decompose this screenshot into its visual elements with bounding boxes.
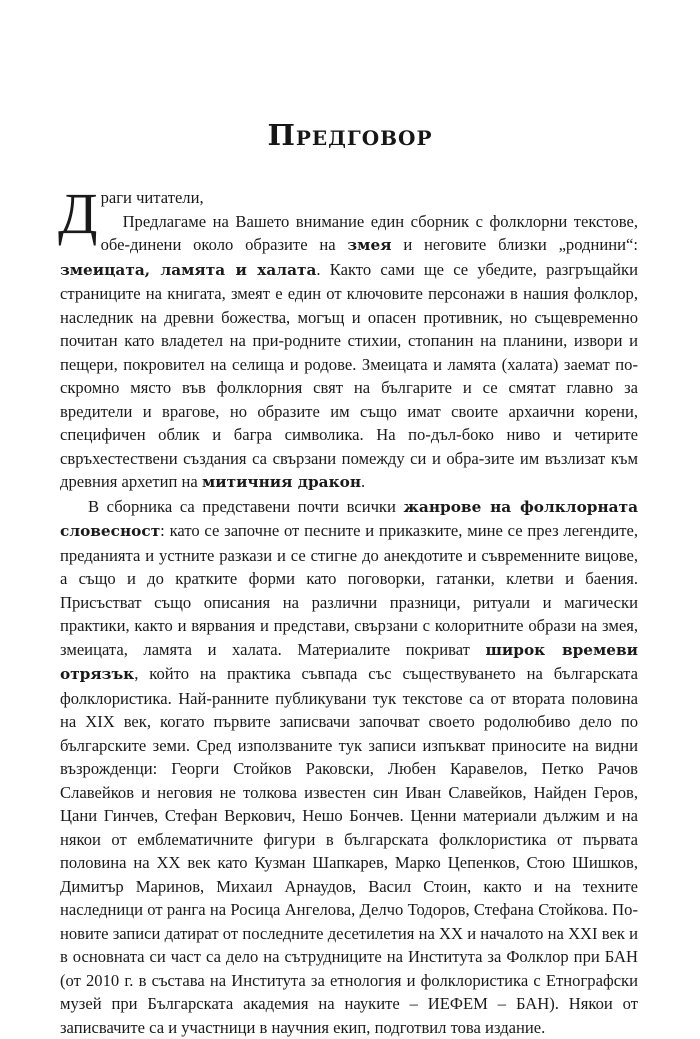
paragraph-text: , който на практика съвпада със съществуването на българската фолклористика. Най-ранните публикувани тук текстове са от втората половина на XIX век, когато първите записвачи започват своето родолюбиво дело по българските земи. Сред използваните тук записи изпъкват приносите на видни възрожденци: Георги Стойков Раковски, Любен Каравелов, Петко Рачов Славейков и неговия не толкова известен син Иван Славейков, Найден Геров, Цани Гинчев, Стефан Веркович, Нешо Бончев. Ценни материали дължим и на някои от емблематичните фигури в българската фолклористика от първата половина на XX век като Кузман Шапкарев, Марко Цепенков, Стою Шишков, Димитър Маринов, Михаил Арнаудов, Васил Стоин, както и на техните наследници от ранга на Росица Ангелова, Делчо Тодоров, Стефана Стойкова. По-новите записи датират от последните десетилетия на XX и началото на XXI век и в основната си част са дело на сътрудниците на Института за Фолклор при БАН (от 2010 г. в състава на Института за етнология и фолклористика с Етнографски музей при Българската академия на науките – ИЕФЕМ – БАН). Някои от записвачите са и участници в научния екип, подготвил това издание. <box>60 664 638 1037</box>
paragraph-text: В сборника са представени почти всички <box>88 497 403 516</box>
bold-term: жанрове на фолклорната словесност <box>60 498 638 541</box>
paragraph-text: : като се започне от песните и приказките, мине се през легендите, преданията и устните разкази и се стигне до анекдотите и съвременните вицове, а също и до кратките форми като поговорки, гатанки, клетви и баения. Присъстват също описания на различни празници, ритуали и магически практики, както и вярвания и представи, свързани с колоритните образи на змея, змеицата, ламята и халата. Материалите покриват <box>60 521 638 659</box>
greeting-text: раги читатели, <box>60 186 638 210</box>
drop-cap: Д <box>58 190 98 238</box>
bold-term: змеицата, ламята и халата <box>60 261 316 279</box>
bold-term: широк времеви отрязък <box>60 641 638 684</box>
foreword-body <box>60 186 638 1039</box>
bold-term: змея <box>347 236 391 254</box>
paragraph-text: и неговите близки „роднини“: <box>392 235 638 254</box>
bold-term: митичния дракон <box>202 473 361 491</box>
paragraph-text: . <box>361 472 365 491</box>
paragraph-text: . Както сами ще се убедите, разгръщайки страниците на книгата, змеят е един от ключовите персонажи в нашия фолклор, наследник на древни божества, могъщ и опасен противник, но същевременно почитан като владетел на при-родните стихии, стопанин на планини, извори и пещери, покровител на селища и родове. Змеицата и ламята (халата) заемат по-скромно място във фолклорния свят на българите и се смятат главно за вредители и врагове, но образите им също имат своите архаични корени, специфичен облик и багра символика. На по-дъл-боко ниво и четирите свръхестествени създания са свързани помежду си и обра-зите им възлизат към древния архетип на <box>60 260 638 492</box>
paragraph-intro <box>60 186 638 495</box>
page-title: Предговор <box>0 118 700 152</box>
paragraph-text: Предлагаме на Вашето внимание един сборник с фолклорни текстове, обе-динени около образите на <box>101 212 638 255</box>
paragraph-collection <box>60 495 638 1039</box>
